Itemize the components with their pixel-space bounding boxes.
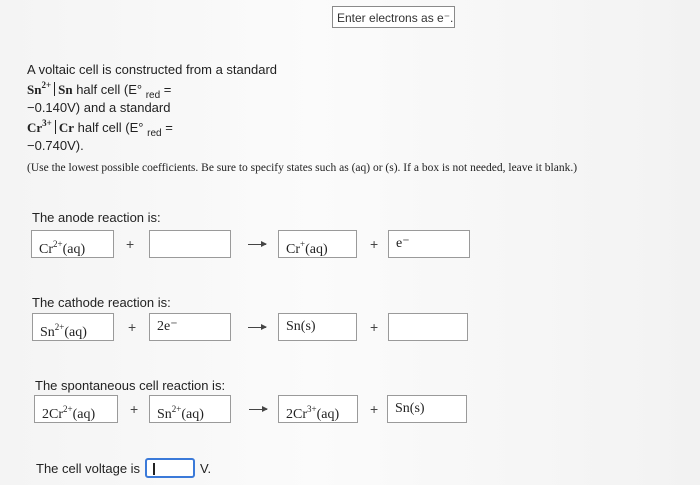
separator [54, 82, 55, 96]
cr-charge: 3+ [42, 118, 52, 128]
equals-sign: = [165, 120, 173, 135]
separator [55, 120, 56, 134]
species: 2e [157, 319, 171, 334]
species: 2Cr [42, 407, 63, 422]
equals-sign: = [163, 82, 172, 97]
charge: ⁻ [402, 236, 410, 251]
cr-ion: Cr [27, 120, 43, 135]
species: 2Cr [286, 407, 307, 422]
anode-reactant-1-input[interactable] [31, 230, 114, 258]
cathode-label: The cathode reaction is: [32, 295, 171, 310]
intro-line-sn-value: −0.140V) and a standard [27, 100, 171, 115]
sn-charge: 2+ [41, 80, 52, 90]
intro-line-cr [27, 118, 173, 139]
charge: 2+ [54, 322, 65, 332]
red-subscript: red [147, 128, 162, 139]
state: (aq) [62, 242, 86, 257]
sn-metal: Sn [58, 82, 73, 97]
anode-reactant-2-input[interactable] [149, 230, 231, 258]
text-caret [153, 463, 155, 475]
charge: 3+ [307, 404, 317, 414]
intro-line-sn [27, 80, 171, 101]
electron-hint: Enter electrons as e⁻. [332, 6, 455, 28]
sn-ion: Sn [27, 82, 42, 97]
plus-sign: + [126, 236, 135, 252]
species: Sn [40, 325, 55, 340]
charge: 2+ [171, 404, 182, 414]
cr-metal: Cr [58, 120, 74, 135]
state: (aq) [305, 242, 328, 257]
cell-product-2-input[interactable]: Sn(s) [387, 395, 467, 423]
anode-label: The anode reaction is: [32, 210, 161, 225]
cathode-product-2-input[interactable] [388, 313, 468, 341]
cell-reaction-label: The spontaneous cell reaction is: [35, 378, 226, 393]
species: Sn [157, 407, 172, 422]
intro-line-cr-value: −0.740V). [27, 138, 84, 153]
charge: + [300, 239, 306, 249]
charge: ⁻ [170, 319, 178, 334]
species: Cr [286, 242, 300, 257]
cell-reactant-2-input[interactable] [149, 395, 231, 423]
half-cell-text: half cell (E° [77, 120, 144, 135]
instructions-note: (Use the lowest possible coefficients. Be sure to specify states such as (aq) or (s). If a box is not needed, leave it blank.) [27, 162, 578, 174]
cell-product-1-input[interactable] [278, 395, 358, 423]
state: (aq) [181, 407, 204, 422]
plus-sign: + [370, 401, 379, 417]
reaction-arrow-icon [248, 244, 266, 245]
plus-sign: + [130, 401, 139, 417]
state: (aq) [64, 325, 87, 340]
cell-voltage-label: The cell voltage is [36, 461, 141, 476]
plus-sign: + [370, 319, 379, 335]
cathode-reactant-2-input[interactable] [149, 313, 231, 341]
plus-sign: + [128, 319, 137, 335]
voltage-unit: V. [200, 461, 212, 476]
state: (aq) [72, 407, 96, 422]
half-cell-text: half cell (E° [76, 82, 143, 97]
state: (aq) [316, 407, 340, 422]
cell-reactant-1-input[interactable] [34, 395, 118, 423]
anode-product-1-input[interactable] [278, 230, 357, 258]
anode-product-2-input[interactable] [388, 230, 470, 258]
red-subscript: red [145, 90, 161, 101]
plus-sign: + [370, 236, 379, 252]
reaction-arrow-icon [249, 409, 267, 410]
cell-voltage-input[interactable] [145, 458, 195, 478]
cathode-reactant-1-input[interactable] [32, 313, 114, 341]
species: Cr [39, 242, 53, 257]
species: e [396, 236, 403, 251]
cathode-product-1-input[interactable]: Sn(s) [278, 313, 357, 341]
charge: 2+ [63, 404, 73, 414]
intro-line-1: A voltaic cell is constructed from a standard [27, 62, 278, 77]
charge: 2+ [53, 239, 63, 249]
reaction-arrow-icon [248, 327, 266, 328]
